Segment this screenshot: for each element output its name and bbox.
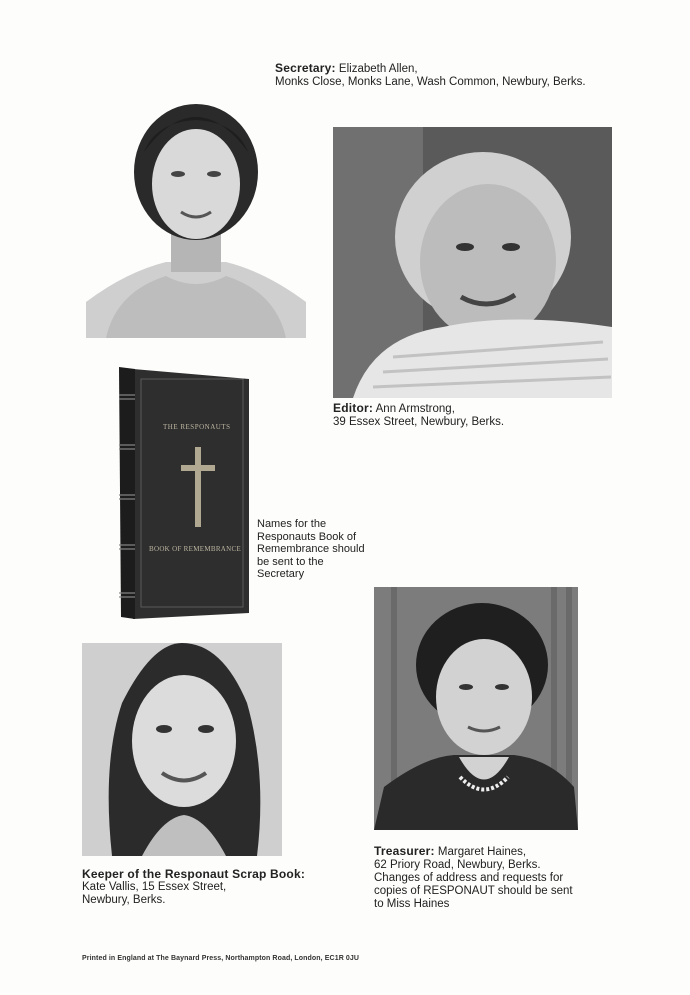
editor-photo [333,127,612,398]
book-note-line: be sent to the [257,555,324,568]
book-note-line: Names for the [257,518,327,530]
book-note [257,518,365,581]
secretary-role: Secretary: [275,61,336,75]
book-note-line: Responauts Book of [257,530,357,543]
secretary-caption [275,62,586,89]
printer-footer: Printed in England at The Baynard Press, Northampton Road, London, EC1R 0JU [82,955,360,962]
book-note-line: Secretary [257,568,305,580]
editor-role: Editor: [333,401,374,415]
book-photo [115,365,253,621]
keeper-caption [82,868,305,907]
keeper-line1: Kate Vallis, 15 Essex Street, [82,881,227,893]
book-cover-title: THE RESPONAUTS [163,423,231,431]
editor-address: 39 Essex Street, Newbury, Berks. [333,416,505,428]
editor-name: Ann Armstrong, [375,403,455,415]
treasurer-address: 62 Priory Road, Newbury, Berks. [374,859,541,871]
keeper-photo [82,643,282,856]
keeper-role: Keeper of the Responaut Scrap Book: [82,867,306,881]
secretary-address: Monks Close, Monks Lane, Wash Common, Newbury, Berks. [275,76,586,88]
treasurer-caption [374,845,573,911]
secretary-photo [86,62,306,338]
treasurer-role: Treasurer: [374,844,435,858]
treasurer-note-line: Changes of address and requests for [374,872,564,884]
book-note-line: Remembrance should [257,543,365,555]
treasurer-name: Margaret Haines, [437,846,527,858]
keeper-line2: Newbury, Berks. [82,894,166,906]
book-cover-subtitle: BOOK OF REMEMBRANCE [149,545,242,553]
treasurer-photo [374,587,578,830]
editor-caption [333,402,504,429]
secretary-name: Elizabeth Allen, [338,63,418,75]
treasurer-note-line: to Miss Haines [374,898,450,910]
treasurer-note-line: copies of RESPONAUT should be sent [374,885,573,897]
